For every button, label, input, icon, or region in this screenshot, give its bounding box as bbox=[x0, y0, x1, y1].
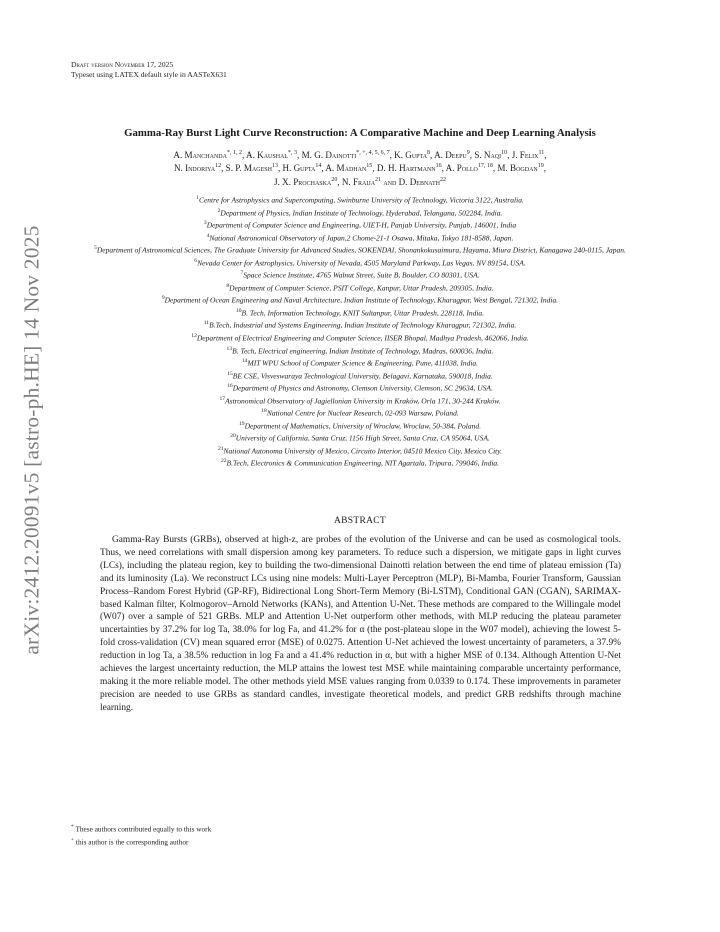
author bbox=[246, 150, 297, 160]
affiliation bbox=[55, 206, 665, 219]
affiliation-text: Astronomical Observatory of Jagiellonian University in Kraków, Orla 171, 30-244 Kraków. bbox=[225, 396, 501, 406]
author-affil-marks: 16 bbox=[435, 163, 442, 170]
author-name: A. Kaushal bbox=[246, 150, 289, 161]
affiliation-text: B. Tech, Information Technology, KNIT Sultanpur, Uttar Pradesh, 228118, India. bbox=[241, 308, 485, 318]
affiliation-text: Centre for Astrophysics and Supercomputing, Swinburne University of Technology, Victoria 3122, Australia. bbox=[198, 195, 524, 205]
author bbox=[434, 150, 470, 160]
affiliation-number: 7 bbox=[240, 270, 244, 277]
affiliation-text: Department of Physics and Astronomy, Clemson University, Clemson, SC 29634, USA. bbox=[232, 383, 493, 393]
footnote bbox=[71, 822, 211, 835]
author-name: A. Deepu bbox=[434, 150, 467, 161]
author-affil-marks: 11 bbox=[538, 150, 545, 156]
affiliation-text: University of California, Santa Cruz, 1156 High Street, Santa Cruz, CA 95064, USA. bbox=[235, 433, 490, 443]
author-name: A. Madhan bbox=[325, 163, 367, 174]
affiliation bbox=[55, 256, 665, 269]
affiliation-number: 15 bbox=[227, 370, 233, 377]
affiliation-text: National Astronomical Observatory of Japan,2 Chome-21-1 Osawa, Mitaka, Tokyo 181-8588, Japan. bbox=[209, 233, 514, 243]
affiliation-number: 18 bbox=[261, 408, 267, 415]
arxiv-id: arXiv:2412.20091v5 [astro-ph.HE] 14 Nov 2025 bbox=[19, 225, 44, 655]
author-name: J. Felix bbox=[511, 150, 539, 161]
author-name: M. Bogdan bbox=[497, 163, 538, 174]
affiliation bbox=[55, 193, 665, 206]
affiliation-number: 16 bbox=[227, 383, 233, 390]
author-name: S. Naqi bbox=[474, 150, 502, 161]
affiliation-number: 14 bbox=[241, 358, 248, 365]
footnote bbox=[71, 835, 211, 848]
author-affil-marks: 17, 18 bbox=[477, 163, 493, 170]
author bbox=[226, 163, 278, 173]
author-affil-marks: *, 3 bbox=[288, 150, 298, 156]
affiliation-number: 9 bbox=[161, 295, 165, 302]
author bbox=[302, 150, 390, 160]
affiliation-number: 21 bbox=[217, 445, 224, 452]
author-name: N. Indoriya bbox=[173, 163, 216, 174]
author bbox=[394, 150, 430, 160]
typeset-note: Typeset using LATEX default style in AASTeX631 bbox=[71, 70, 227, 79]
author-name: D. Debnath bbox=[398, 176, 440, 187]
affiliation bbox=[55, 231, 665, 244]
page-header bbox=[71, 60, 227, 80]
author-name: M. G. Dainotti bbox=[301, 150, 357, 161]
affiliation-text: B. Tech, Electrical engineering, Indian Institute of Technology, Madras, 600036, India. bbox=[232, 346, 494, 356]
author-affil-marks: 8 bbox=[427, 150, 431, 156]
author-list: A. Manchanda$^{*, 1, 2}$, A. Kaushal$^{*, 3}$, M. G. Dainotti$^{*, +, 4, 5, 6, 7}$, K. Gupta$^8$, A. Deepu$^9$, S. Naqi$^{10}$, J. Felix$^{11}$, N. Indoriya$^{12}$, S. P. Magesh$^{13}$, H. Gupta$^{14}$, A. Madhan$^{15}$, D. H. Hartmann$^{16}$, A. Pollo$^{17, 18}$, M. Bogdan$^{19}$, J. X. Prochaska$^{20}$, N. Fraija$^{21}$ and D. Debnath$^{22}$ bbox=[173, 150, 547, 187]
affiliation-number: 6 bbox=[194, 257, 198, 264]
author-affil-marks: 14 bbox=[315, 163, 322, 170]
author-name: N. Fraija bbox=[341, 176, 376, 187]
author bbox=[399, 177, 446, 187]
author-affil-marks: 9 bbox=[466, 150, 470, 156]
author bbox=[274, 177, 337, 187]
author-affil-marks: 20 bbox=[331, 176, 338, 183]
author bbox=[342, 177, 381, 187]
author bbox=[325, 163, 372, 173]
affiliation-number: 2 bbox=[217, 207, 221, 214]
affiliation-number: 22 bbox=[220, 458, 227, 465]
affiliation bbox=[55, 394, 665, 407]
affiliation bbox=[55, 406, 665, 419]
footnote-mark: * bbox=[71, 824, 74, 830]
author-affil-marks: *, +, 4, 5, 6, 7 bbox=[356, 150, 390, 156]
affiliation bbox=[55, 243, 665, 256]
affiliation-number: 20 bbox=[230, 433, 236, 440]
affiliation bbox=[55, 331, 665, 344]
affiliation bbox=[55, 444, 665, 457]
affiliation-text: Department of Computer Science, PSIT College, Kanpur, Uttar Pradesh, 209305, India. bbox=[229, 283, 494, 293]
affiliation-text: Department of Ocean Engineering and Naval Architecture, Indian Institute of Technology, Kharagpur, West Bengal, 721302, India. bbox=[164, 295, 559, 305]
affiliation-text: MIT WPU School of Computer Science & Engineering, Pune, 411038, India. bbox=[247, 358, 479, 368]
affiliation bbox=[55, 456, 665, 469]
author-name: D. H. Hartmann bbox=[376, 163, 436, 174]
affiliation-number: 10 bbox=[235, 307, 242, 314]
affiliation-text: National Autonoma University of Mexico, Circuito Interior, 04510 Mexico City, Mexico City. bbox=[223, 446, 503, 456]
author bbox=[377, 163, 442, 173]
author-affil-marks: 22 bbox=[439, 176, 446, 183]
affiliation-number: 13 bbox=[226, 345, 233, 352]
abstract-text: Gamma-Ray Bursts (GRBs), observed at high-z, are probes of the evolution of the Universe and can be used as cosmological tools. Thus, we need correlations with small dispersion among key parameters. To reduce such a dispersion, we mitigate gaps in light curves (LCs), including the plateau region, key to building the two-dimensional Dainotti relation between the end time of plateau emission (Ta) and its luminosity (La). We reconstruct LCs using nine models: Multi-Layer Perceptron (MLP), Bi-Mamba, Fourier Transform, Gaussian Process–Random Forest Hybrid (GP-RF), Bidirectional Long Short-Term Memory (Bi-LSTM), Conditional GAN (CGAN), SARIMAX-based Kalman filter, Kolmogorov–Arnold Networks (KANs), and Attention U-Net. These methods are compared to the Willingale model (W07) over a sample of 521 GRBs. MLP and Attention U-Net outperform other methods, with MLP reducing the plateau parameter uncertainties by 37.2% for log Ta, 38.0% for log Fa, and 41.2% for α (the post-plateau slope in the W07 model), achieving the lowest 5-fold cross-validation (CV) mean squared error (MSE) of 0.0275. Attention U-Net achieved the lowest uncertainty of parameters, a 37.9% reduction in log Ta, a 38.5% reduction in log Fa and a 41.4% reduction in α, but with a higher MSE of 0.134. Although Attention U-Net achieves the largest uncertainty reduction, the MLP attains the lowest test MSE while maintaining comparable uncertainty performance, making it the more reliable model. The other methods yield MSE values ranging from 0.0339 to 0.174. These improvements in parameter precision are needed to use GRBs as standard candles, investigate theoretical models, and predict GRB redshifts through machine learning. bbox=[100, 535, 621, 713]
author-name: H. Gupta bbox=[282, 163, 316, 174]
affiliation-text: Department of Computer Science and Engineering, UIET-H, Panjab University, Punjab, 146001, India bbox=[206, 220, 517, 230]
affiliation bbox=[55, 306, 665, 319]
author-affil-marks: 19 bbox=[537, 163, 544, 170]
author-affil-marks: 10 bbox=[501, 150, 508, 156]
affiliation-text: National Centre for Nuclear Research, 02-093 Warsaw, Poland. bbox=[266, 408, 459, 418]
author-name: A. Pollo bbox=[445, 163, 478, 174]
author bbox=[474, 150, 507, 160]
affiliation-text: Department of Electrical Engineering and Computer Science, IISER Bhopal, Madhya Pradesh, 462066, India. bbox=[196, 333, 529, 343]
author-affil-marks: *, 1, 2 bbox=[226, 150, 242, 156]
paper-title: Gamma-Ray Burst Light Curve Reconstruction: A Comparative Machine and Deep Learning Analysis bbox=[124, 127, 596, 139]
affiliation-number: 4 bbox=[206, 232, 210, 239]
affiliation-text: Department of Mathematics, University of Wroclaw, Wroclaw, 50-384, Poland. bbox=[244, 421, 482, 431]
affiliation-text: BE CSE, Visveswaraya Technological University, Belagavi, Karnataka, 590018, India. bbox=[232, 371, 493, 381]
affiliation bbox=[55, 356, 665, 369]
author bbox=[174, 163, 221, 173]
author-affil-marks: 21 bbox=[375, 176, 382, 183]
author-name: S. P. Magesh bbox=[225, 163, 272, 174]
author bbox=[446, 163, 493, 173]
footnote-mark: + bbox=[71, 836, 75, 843]
affiliation bbox=[55, 218, 665, 231]
footnote-text: this author is the corresponding author bbox=[74, 837, 189, 847]
affiliation-list bbox=[55, 193, 665, 469]
affiliation bbox=[55, 318, 665, 331]
affiliation-number: 3 bbox=[203, 220, 207, 227]
author-name: J. X. Prochaska bbox=[274, 176, 332, 187]
affiliation bbox=[55, 281, 665, 294]
abstract-heading: ABSTRACT bbox=[333, 516, 387, 526]
affiliation-text: Space Science Institute, 4765 Walnut Street, Suite B, Boulder, CO 80301, USA. bbox=[243, 270, 480, 280]
affiliation-text: Department of Astronomical Sciences, The Graduate University for Advanced Studies, SOKENDAI, Shonankokusaimura, Hayama, Miura District, Kanagawa 240-0115, Japan. bbox=[96, 245, 626, 255]
affiliation bbox=[55, 381, 665, 394]
affiliation-number: 12 bbox=[191, 333, 197, 340]
affiliation-number: 5 bbox=[94, 245, 97, 252]
affiliation bbox=[55, 369, 665, 382]
author-name: K. Gupta bbox=[394, 150, 428, 161]
author-affil-marks: 12 bbox=[215, 163, 222, 170]
affiliation bbox=[55, 419, 665, 432]
affiliation-text: B.Tech, Industrial and Systems Engineering, Indian Institute of Technology Kharagpur, 721302, India. bbox=[209, 320, 517, 330]
footnote-text: These authors contributed equally to this work bbox=[73, 824, 212, 834]
affiliation bbox=[55, 268, 665, 281]
author bbox=[173, 150, 242, 160]
affiliation bbox=[55, 344, 665, 357]
affiliation-number: 19 bbox=[238, 420, 245, 427]
author-name: A. Manchanda bbox=[173, 150, 227, 161]
affiliation bbox=[55, 293, 665, 306]
affiliation-number: 8 bbox=[226, 282, 230, 289]
author bbox=[497, 163, 543, 173]
affiliation-number: 1 bbox=[196, 195, 199, 201]
author bbox=[512, 150, 545, 160]
arxiv-watermark bbox=[14, 225, 50, 655]
affiliation-text: Department of Physics, Indian Institute of Technology, Hyderabad, Telangana, 502284, India. bbox=[220, 208, 503, 218]
affiliation-text: B.Tech, Electronics & Communication Engineering, NIT Agartala, Tripura, 799046, India. bbox=[226, 458, 500, 468]
author-affil-marks: 13 bbox=[271, 163, 278, 170]
draft-version: Draft version November 17, 2025 bbox=[71, 60, 174, 69]
affiliation-text: Nevada Center for Astrophysics, University of Nevada, 4505 Maryland Parkway, Las Vegas, NV 89154, USA. bbox=[197, 258, 526, 268]
author-affil-marks: 15 bbox=[366, 163, 373, 170]
footnotes bbox=[71, 822, 211, 848]
affiliation bbox=[55, 431, 665, 444]
author bbox=[283, 163, 322, 173]
affiliation-number: 17 bbox=[219, 395, 226, 402]
affiliation-number: 11 bbox=[203, 320, 210, 327]
